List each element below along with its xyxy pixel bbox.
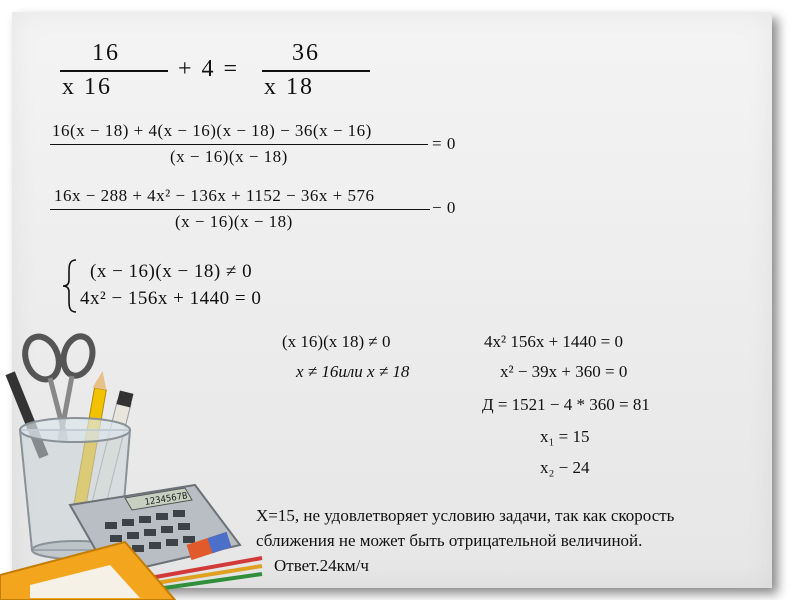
eq1-middle: + 4 =	[178, 56, 240, 82]
eq3-denominator: (x − 16)(x − 18)	[175, 212, 293, 231]
stationery-illustration	[0, 330, 290, 600]
system-line-2: 4x² − 156x + 1440 = 0	[80, 288, 262, 309]
conclusion-line-1: X=15, не удовлетворяет условию задачи, так как скорость	[256, 506, 675, 525]
conclusion-line-2: сближения не может быть отрицательной величиной.	[256, 531, 643, 550]
calculator-display: 1234567B	[143, 491, 189, 508]
fraction-bar	[50, 209, 430, 210]
eq3-numerator: 16x − 288 + 4x² − 136x + 1152 − 36x + 576	[54, 186, 375, 205]
solution-line-1: 4x² 156x + 1440 = 0	[484, 332, 624, 351]
fraction-bar	[60, 70, 168, 72]
system-line-1: (x − 16)(x − 18) ≠ 0	[90, 261, 253, 282]
solution-line-3: Д = 1521 − 4 * 360 = 81	[482, 395, 650, 414]
condition-line-2: x ≠ 16или x ≠ 18	[296, 362, 410, 381]
eq2-rhs: = 0	[432, 134, 456, 153]
eq1-denominator-left: x 16	[62, 74, 112, 100]
eq1-numerator-left: 16	[92, 40, 120, 66]
fraction-bar	[262, 70, 370, 72]
solution-line-4: x₁ = 15	[540, 427, 590, 446]
eq2-denominator: (x − 16)(x − 18)	[170, 147, 288, 166]
left-brace	[60, 258, 80, 314]
eq1-denominator-right: x 18	[264, 74, 314, 100]
eq1-numerator-right: 36	[292, 40, 320, 66]
answer-text: Ответ.24км/ч	[274, 556, 369, 575]
eq2-numerator: 16(x − 18) + 4(x − 16)(x − 18) − 36(x − 16)	[52, 121, 372, 140]
eq3-rhs: − 0	[432, 198, 456, 217]
solution-line-5: x₂ − 24	[540, 458, 590, 477]
solution-line-2: x² − 39x + 360 = 0	[500, 362, 628, 381]
fraction-bar	[50, 144, 428, 145]
condition-line-1: (x 16)(x 18) ≠ 0	[282, 332, 391, 351]
